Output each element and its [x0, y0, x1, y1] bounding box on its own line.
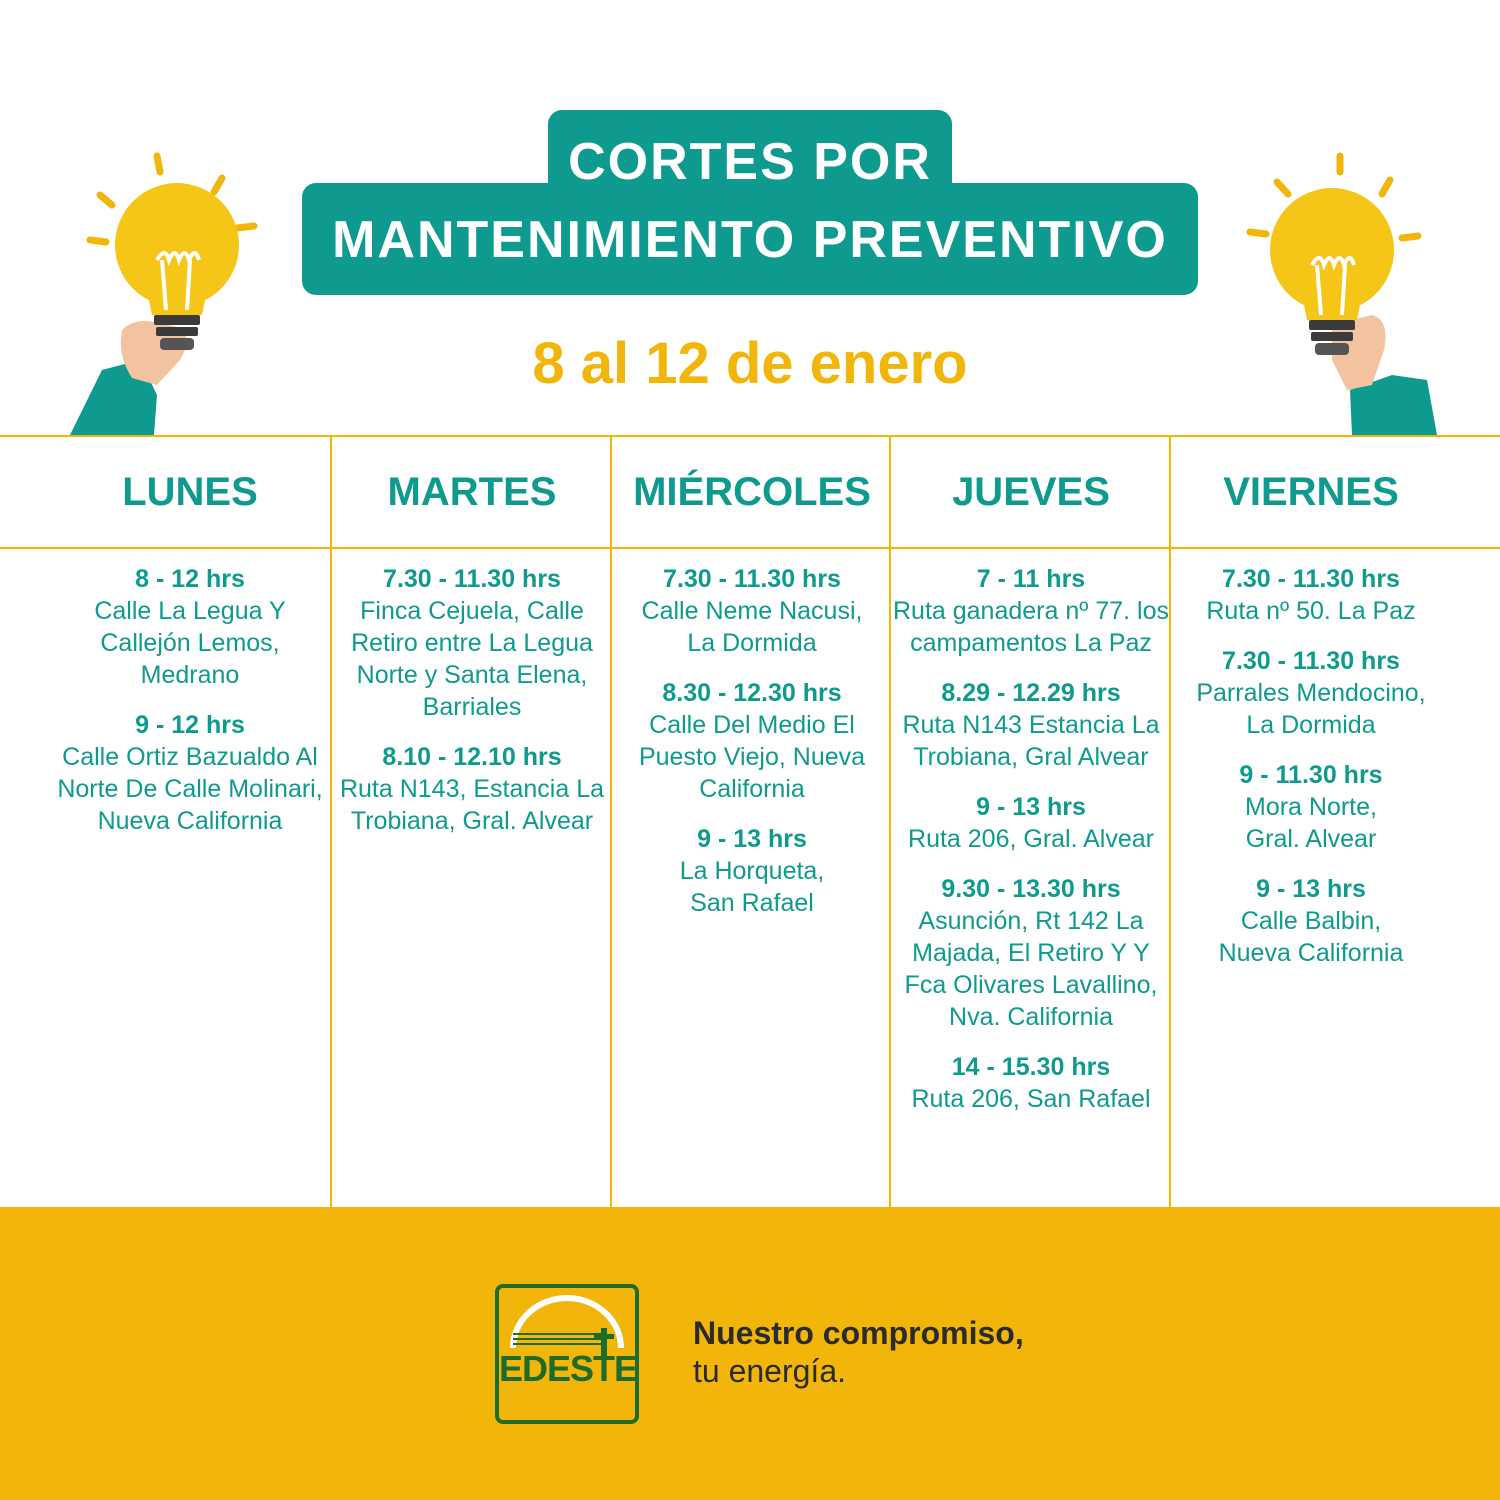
tagline: [693, 1314, 1024, 1390]
outage-time: 7.30 - 11.30 hrs: [383, 565, 561, 593]
schedule-table: [0, 435, 1500, 1207]
outage-time: 9 - 11.30 hrs: [1239, 761, 1383, 789]
outage-time: 8.30 - 12.30 hrs: [662, 679, 842, 707]
tagline-regular: tu energía.: [693, 1353, 846, 1389]
logo-text: EDESTE: [499, 1348, 638, 1389]
outage-entry: [891, 791, 1171, 855]
day-header: MIÉRCOLES: [633, 470, 871, 514]
day-column: [50, 437, 330, 1209]
edeste-logo: [495, 1284, 639, 1424]
outage-time: 9 - 13 hrs: [697, 825, 807, 853]
lightbulb-icon: [1222, 150, 1472, 440]
outage-entry: [891, 677, 1171, 773]
outage-location: Calle Balbin, Nueva California: [1218, 907, 1404, 967]
outage-location: Asunción, Rt 142 La Majada, El Retiro Y Y Fca Olivares Lavallino, Nva. California: [904, 907, 1158, 1031]
outage-location: Calle Del Medio El Puesto Viejo, Nueva California: [638, 711, 866, 803]
day-column: [891, 437, 1171, 1209]
outage-entry: [891, 873, 1171, 1033]
outage-location: Calle La Legua Y Callejón Lemos, Medrano: [94, 597, 286, 689]
outage-entry: [50, 563, 330, 691]
outage-location: Mora Norte, Gral. Alvear: [1245, 793, 1377, 853]
outage-location: Calle Ortiz Bazualdo Al Norte De Calle Molinari, Nueva California: [57, 743, 323, 835]
outage-entry: [612, 563, 892, 659]
day-column: [612, 437, 892, 1209]
outage-location: Ruta ganadera nº 77. los campamentos La Paz: [893, 597, 1169, 657]
day-header: JUEVES: [952, 470, 1110, 514]
outage-time: 7.30 - 11.30 hrs: [1222, 565, 1400, 593]
date-range: 8 al 12 de enero: [532, 331, 968, 396]
footer: [0, 1207, 1500, 1500]
outage-location: Ruta 206, San Rafael: [911, 1085, 1151, 1113]
outage-time: 14 - 15.30 hrs: [951, 1053, 1111, 1081]
outage-time: 7.30 - 11.30 hrs: [1222, 647, 1400, 675]
outage-time: 7 - 11 hrs: [976, 565, 1086, 593]
day-header: VIERNES: [1223, 470, 1399, 514]
lightbulb-icon: [62, 150, 312, 440]
outage-entry: [332, 563, 612, 723]
day-column: [332, 437, 612, 1209]
outage-time: 9.30 - 13.30 hrs: [941, 875, 1121, 903]
outage-entry: [891, 1051, 1171, 1115]
day-column: [1171, 437, 1451, 1209]
title-line-1: CORTES POR: [568, 133, 932, 191]
outage-time: 9 - 13 hrs: [1256, 875, 1366, 903]
day-header: MARTES: [387, 470, 557, 514]
outage-time: 8.29 - 12.29 hrs: [941, 679, 1121, 707]
outage-location: Ruta N143, Estancia La Trobiana, Gral. Alvear: [339, 775, 605, 835]
title-line-2: MANTENIMIENTO PREVENTIVO: [332, 211, 1168, 269]
outage-entry: [612, 677, 892, 805]
lightbulb-hand-right: [1222, 150, 1472, 440]
outage-entry: [1171, 873, 1451, 969]
outage-location: Ruta 206, Gral. Alvear: [908, 825, 1154, 853]
outage-location: Ruta nº 50. La Paz: [1206, 597, 1416, 625]
outage-time: 8 - 12 hrs: [135, 565, 245, 593]
outage-entry: [1171, 759, 1451, 855]
outage-time: 9 - 13 hrs: [976, 793, 1086, 821]
outage-location: Parrales Mendocino, La Dormida: [1196, 679, 1426, 739]
outage-location: Calle Neme Nacusi, La Dormida: [641, 597, 863, 657]
outage-location: La Horqueta, San Rafael: [679, 857, 825, 917]
outage-time: 7.30 - 11.30 hrs: [663, 565, 841, 593]
outage-entry: [1171, 645, 1451, 741]
lightbulb-hand-left: [62, 150, 312, 440]
day-header: LUNES: [122, 470, 258, 514]
outage-location: Finca Cejuela, Calle Retiro entre La Legua Norte y Santa Elena, Barriales: [351, 597, 593, 721]
outage-entry: [612, 823, 892, 919]
outage-location: Ruta N143 Estancia La Trobiana, Gral Alvear: [902, 711, 1160, 771]
outage-entry: [891, 563, 1171, 659]
outage-entry: [50, 709, 330, 837]
outage-entry: [1171, 563, 1451, 627]
outage-entry: [332, 741, 612, 837]
tagline-bold: Nuestro compromiso,: [693, 1315, 1024, 1351]
outage-time: 8.10 - 12.10 hrs: [382, 743, 562, 771]
outage-time: 9 - 12 hrs: [135, 711, 245, 739]
